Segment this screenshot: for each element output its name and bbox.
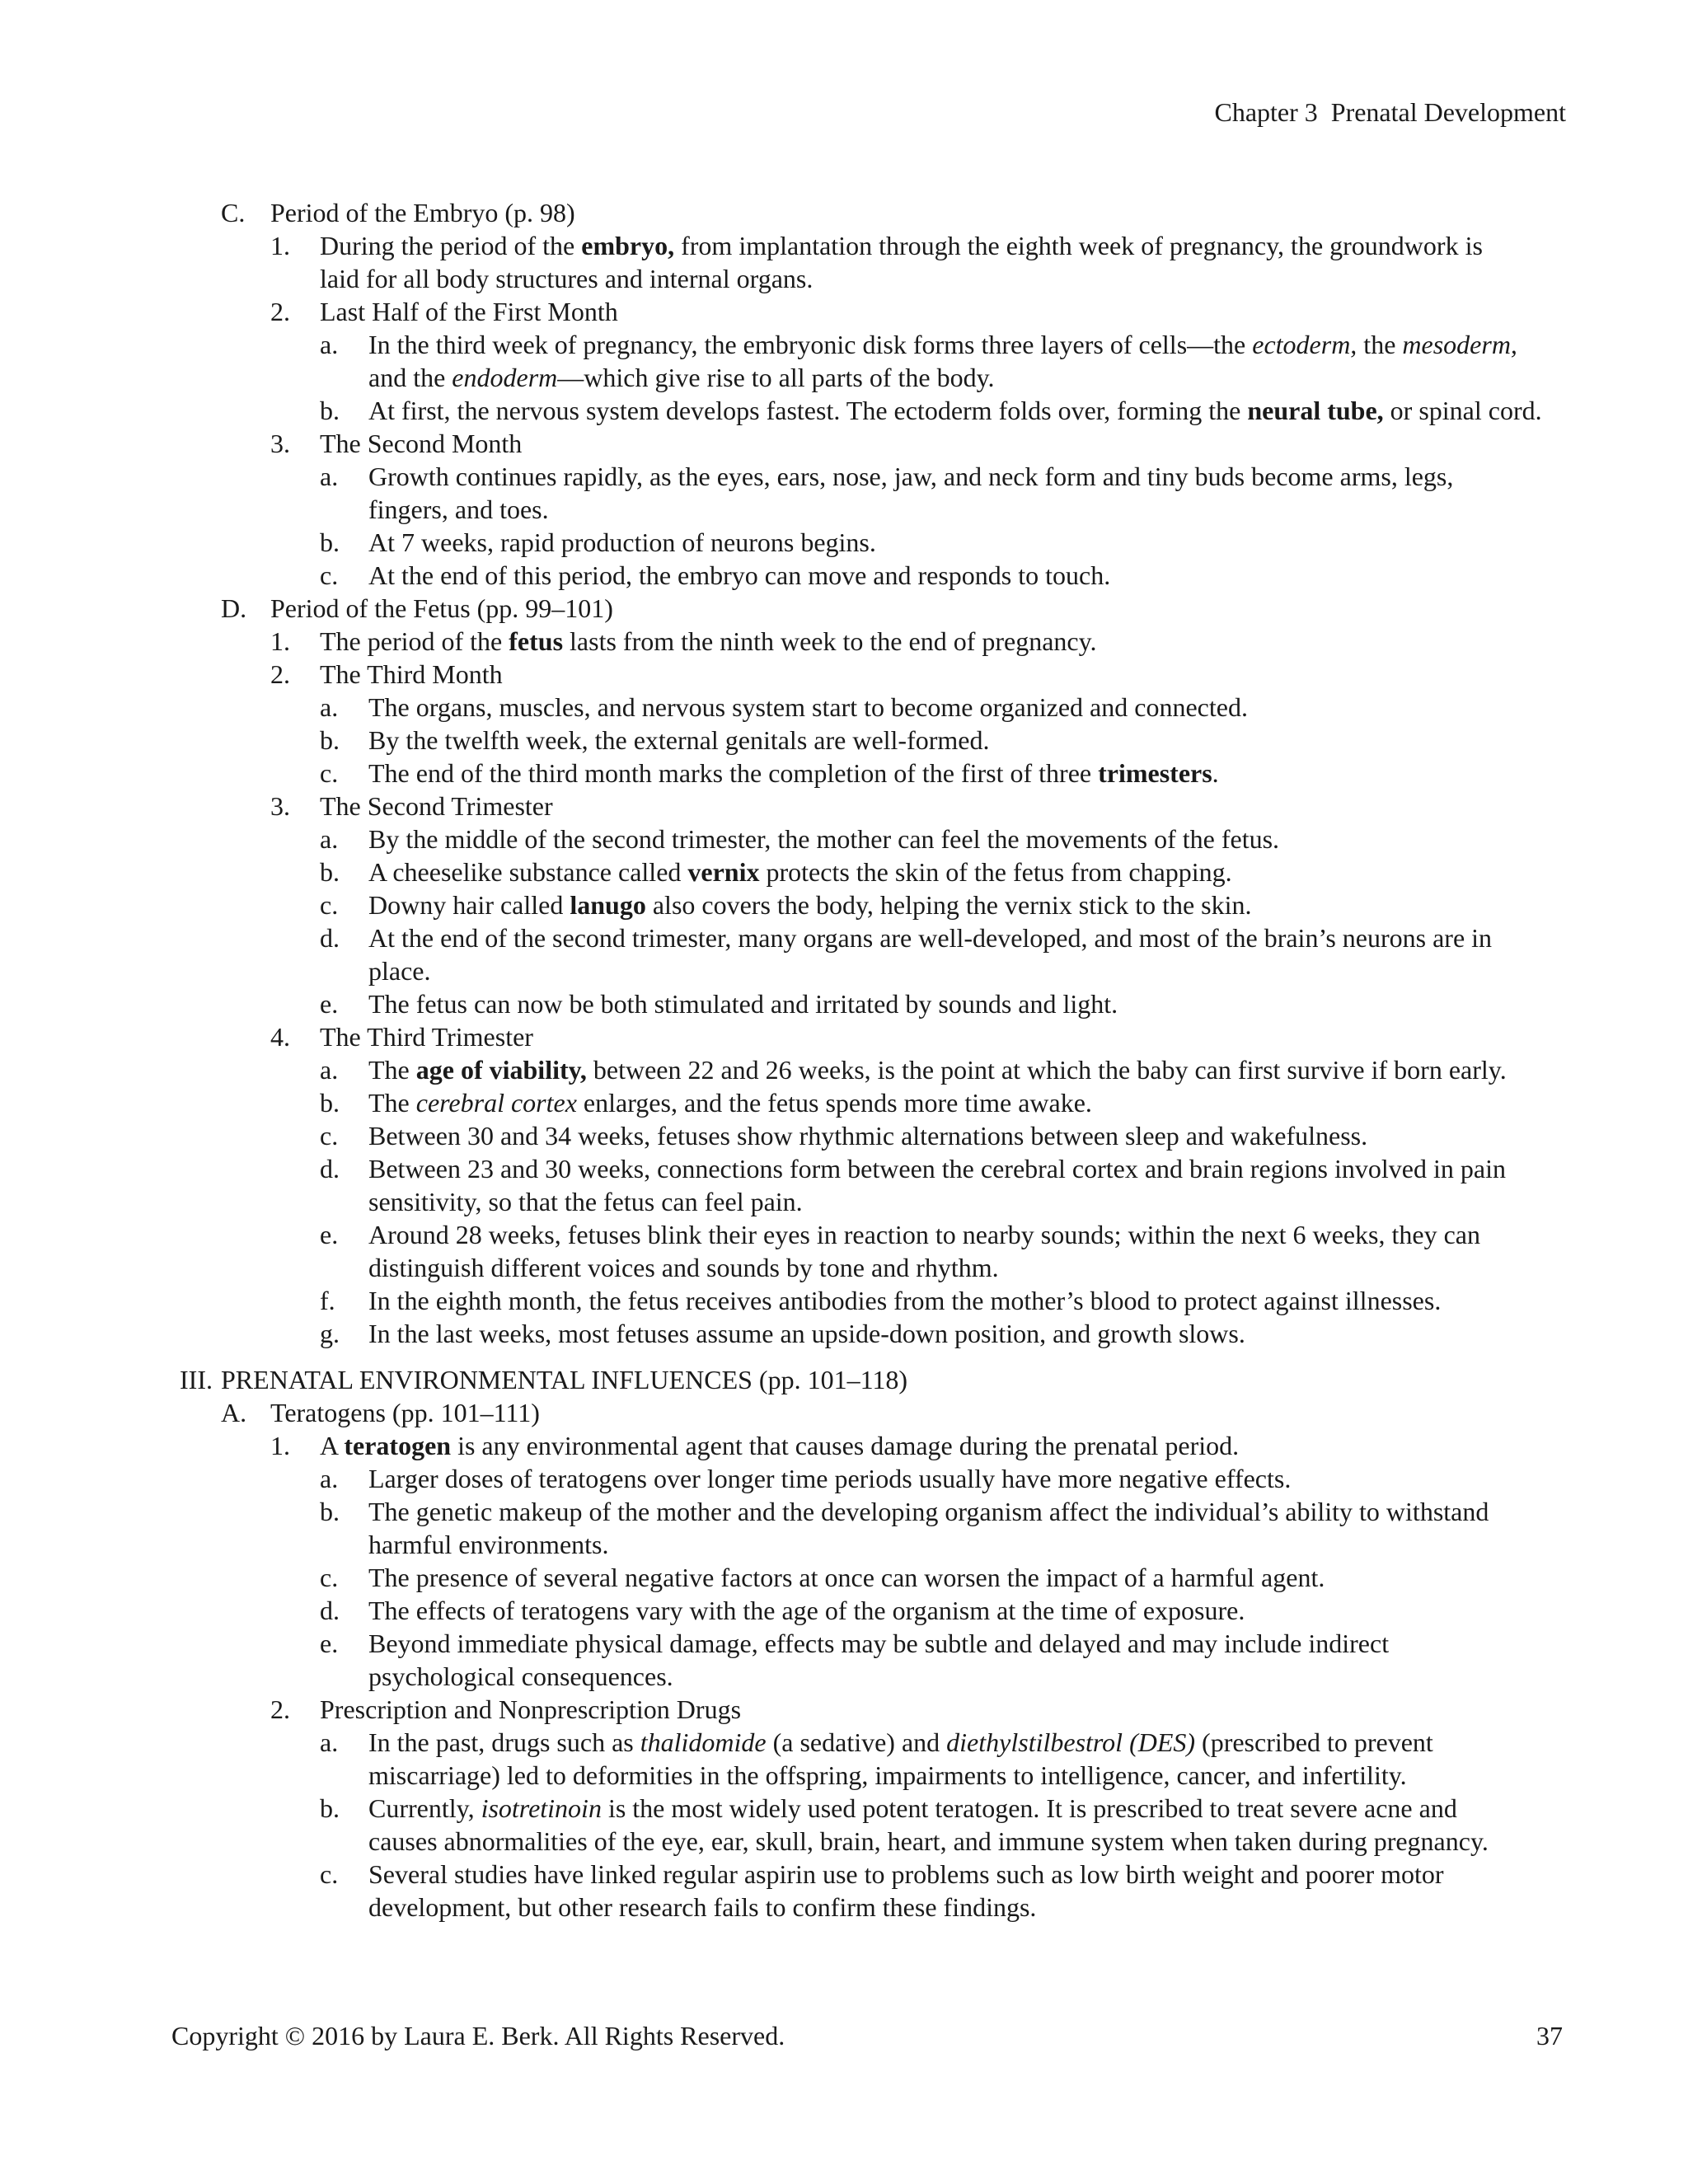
text-run: By the twelfth week, the external genitals are well-formed. xyxy=(368,725,990,755)
italic-term: mesoderm, xyxy=(1402,330,1517,359)
outline-item xyxy=(0,1561,1688,1594)
outline-item xyxy=(0,855,1688,888)
outline-item xyxy=(0,1495,1688,1528)
text-run: The xyxy=(368,1088,416,1118)
text-run: (a sedative) and xyxy=(766,1727,947,1757)
outline-item xyxy=(0,1086,1688,1119)
outline-item-continuation xyxy=(0,1251,1688,1284)
outline-text xyxy=(320,229,1483,262)
outline-text xyxy=(368,460,1453,493)
outline-item xyxy=(0,724,1688,757)
outline-label: c. xyxy=(320,1121,339,1151)
outline-label: b. xyxy=(320,1497,340,1526)
outline-text xyxy=(368,1284,1441,1317)
text-run: In the eighth month, the fetus receives antibodies from the mother’s blood to protect against illnesses. xyxy=(368,1286,1442,1315)
text-run: The effects of teratogens vary with the age of the organism at the time of exposure. xyxy=(368,1596,1245,1625)
outline-text xyxy=(368,1858,1444,1891)
text-run: Teratogens (pp. 101–111) xyxy=(270,1398,540,1427)
outline-text xyxy=(320,262,813,295)
italic-term: ectoderm, xyxy=(1252,330,1357,359)
text-run: Period of the Fetus (pp. 99–101) xyxy=(270,593,613,623)
outline-item xyxy=(0,1693,1688,1726)
outline-label: c. xyxy=(320,890,339,920)
key-term: neural tube, xyxy=(1247,396,1384,425)
outline-item-continuation xyxy=(0,493,1688,526)
outline-text xyxy=(368,1317,1245,1350)
outline-item xyxy=(0,921,1688,954)
outline-label: f. xyxy=(320,1286,335,1315)
outline-label: d. xyxy=(320,1596,340,1625)
outline-text xyxy=(320,427,522,460)
text-run: distinguish different voices and sounds by tone and rhythm. xyxy=(368,1253,999,1282)
outline-item xyxy=(0,1726,1688,1759)
chapter-number: Chapter 3 xyxy=(1214,97,1318,127)
outline-text xyxy=(368,757,1219,790)
outline-label: a. xyxy=(320,462,339,491)
outline-text xyxy=(270,592,613,625)
outline-text xyxy=(368,1119,1367,1152)
outline-text xyxy=(368,1792,1457,1825)
outline-label: b. xyxy=(320,857,340,887)
outline-text xyxy=(368,526,876,559)
outline-label: d. xyxy=(320,923,340,953)
outline-text xyxy=(320,1020,533,1053)
outline-label: g. xyxy=(320,1319,340,1348)
outline-label: c. xyxy=(320,758,339,788)
italic-term: isotretinoin xyxy=(481,1793,602,1823)
outline-text xyxy=(368,1726,1433,1759)
outline-item xyxy=(0,1363,1688,1396)
outline-text xyxy=(368,1251,999,1284)
text-run: By the middle of the second trimester, the mother can feel the movements of the fetus. xyxy=(368,824,1280,854)
italic-term: thalidomide xyxy=(640,1727,767,1757)
text-run: At first, the nervous system develops fastest. The ectoderm folds over, forming the xyxy=(368,396,1248,425)
text-run: In the third week of pregnancy, the embryonic disk forms three layers of cells—the xyxy=(368,330,1253,359)
outline-text xyxy=(221,1363,907,1396)
outline-text xyxy=(368,493,549,526)
outline-text xyxy=(368,1185,803,1218)
text-run: Several studies have linked regular aspirin use to problems such as low birth weight and poorer motor xyxy=(368,1859,1444,1889)
outline-label: 1. xyxy=(270,626,290,656)
text-run: from implantation through the eighth week of pregnancy, the groundwork is xyxy=(674,231,1483,260)
outline-label: c. xyxy=(320,1859,339,1889)
outline-text xyxy=(270,196,575,229)
outline-item-continuation xyxy=(0,1825,1688,1858)
outline-label: b. xyxy=(320,1793,340,1823)
text-run: also covers the body, helping the vernix stick to the skin. xyxy=(645,890,1252,920)
outline-label: A. xyxy=(221,1398,247,1427)
outline-text xyxy=(368,361,995,394)
outline-text xyxy=(320,1429,1239,1462)
outline-text xyxy=(320,790,553,823)
outline-item xyxy=(0,328,1688,361)
text-run: —which give rise to all parts of the body. xyxy=(557,363,995,392)
text-run: miscarriage) led to deformities in the offspring, impairments to intelligence, cancer, and infertility. xyxy=(368,1760,1407,1790)
outline-label: c. xyxy=(320,1563,339,1592)
text-run: At 7 weeks, rapid production of neurons begins. xyxy=(368,527,876,557)
key-term: vernix xyxy=(687,857,760,887)
text-run: sensitivity, so that the fetus can feel pain. xyxy=(368,1187,803,1216)
outline-text xyxy=(368,559,1110,592)
chapter-title: Prenatal Development xyxy=(1330,97,1566,127)
outline-item-continuation xyxy=(0,1185,1688,1218)
outline-label: 2. xyxy=(270,1694,290,1724)
outline-label: D. xyxy=(221,593,247,623)
outline-label: 3. xyxy=(270,791,290,821)
outline-item xyxy=(0,592,1688,625)
text-run: The Second Month xyxy=(320,429,523,458)
outline-text xyxy=(368,1462,1291,1495)
text-run: At the end of this period, the embryo can move and responds to touch. xyxy=(368,560,1111,590)
outline-label: 3. xyxy=(270,429,290,458)
text-run: and the xyxy=(368,363,452,392)
text-run: is the most widely used potent teratogen. It is prescribed to treat severe acne and xyxy=(601,1793,1457,1823)
text-run: The end of the third month marks the completion of the first of three xyxy=(368,758,1099,788)
outline-label: e. xyxy=(320,1629,339,1658)
outline-text xyxy=(368,1759,1407,1792)
outline-label: b. xyxy=(320,396,340,425)
outline-label: 1. xyxy=(270,231,290,260)
outline-label: a. xyxy=(320,1727,339,1757)
outline-item xyxy=(0,1627,1688,1660)
text-run: the xyxy=(1357,330,1403,359)
outline-text xyxy=(368,888,1252,921)
outline-text xyxy=(320,1693,741,1726)
italic-term: endoderm xyxy=(452,363,558,392)
text-run: lasts from the ninth week to the end of pregnancy. xyxy=(563,626,1097,656)
outline-label: c. xyxy=(320,560,339,590)
outline-text xyxy=(368,1627,1389,1660)
outline-label: a. xyxy=(320,1464,339,1493)
text-run: . xyxy=(1212,758,1219,788)
outline-text xyxy=(368,1660,673,1693)
text-run: The Second Trimester xyxy=(320,791,553,821)
outline-item xyxy=(0,427,1688,460)
italic-term: cerebral cortex xyxy=(415,1088,577,1118)
text-run: In the last weeks, most fetuses assume an upside-down position, and growth slows. xyxy=(368,1319,1245,1348)
text-run: development, but other research fails to confirm these findings. xyxy=(368,1892,1037,1922)
outline-item xyxy=(0,1396,1688,1429)
text-run: fingers, and toes. xyxy=(368,494,549,524)
text-run: The period of the xyxy=(320,626,509,656)
text-run: A xyxy=(320,1431,345,1460)
text-run: The fetus can now be both stimulated and irritated by sounds and light. xyxy=(368,989,1118,1019)
text-run: In the past, drugs such as xyxy=(368,1727,640,1757)
text-run: Between 30 and 34 weeks, fetuses show rhythmic alternations between sleep and wakefulness. xyxy=(368,1121,1368,1151)
outline-item-continuation xyxy=(0,361,1688,394)
outline-item xyxy=(0,888,1688,921)
outline-item xyxy=(0,196,1688,229)
outline-label: b. xyxy=(320,1088,340,1118)
outline-text xyxy=(368,921,1492,954)
text-run: At the end of the second trimester, many organs are well-developed, and most of the brain’s neurons are in xyxy=(368,923,1493,953)
outline-label: 2. xyxy=(270,659,290,689)
outline-text xyxy=(368,724,989,757)
outline-item xyxy=(0,1119,1688,1152)
text-run: Last Half of the First Month xyxy=(320,297,618,326)
key-term: age of viability, xyxy=(415,1055,587,1085)
text-run: Period of the Embryo (p. 98) xyxy=(270,198,575,227)
outline-item xyxy=(0,1284,1688,1317)
italic-term: diethylstilbestrol (DES) xyxy=(946,1727,1196,1757)
outline-item xyxy=(0,987,1688,1020)
outline-item xyxy=(0,460,1688,493)
outline-item xyxy=(0,790,1688,823)
text-run: psychological consequences. xyxy=(368,1661,673,1691)
text-run: Downy hair called xyxy=(368,890,570,920)
text-run: laid for all body structures and internal organs. xyxy=(320,264,814,293)
outline-text xyxy=(368,823,1279,855)
text-run: PRENATAL ENVIRONMENTAL INFLUENCES (pp. 101–118) xyxy=(221,1365,908,1394)
text-run: Currently, xyxy=(368,1793,481,1823)
outline-item xyxy=(0,1792,1688,1825)
outline-item xyxy=(0,1152,1688,1185)
outline-label: e. xyxy=(320,1220,339,1249)
text-run: Around 28 weeks, fetuses blink their eyes in reaction to nearby sounds; within the next 6 weeks, they can xyxy=(368,1220,1480,1249)
outline-item xyxy=(0,658,1688,691)
outline-item xyxy=(0,1020,1688,1053)
outline-text xyxy=(368,855,1232,888)
outline-text xyxy=(368,954,431,987)
outline-text xyxy=(368,1218,1480,1251)
outline-text xyxy=(368,1561,1325,1594)
outline-text xyxy=(368,1495,1489,1528)
text-run: A cheeselike substance called xyxy=(368,857,688,887)
outline-label: b. xyxy=(320,527,340,557)
outline-label: C. xyxy=(221,198,246,227)
text-run: The Third Month xyxy=(320,659,503,689)
outline-item xyxy=(0,526,1688,559)
outline-text xyxy=(368,1528,608,1561)
outline-label: a. xyxy=(320,330,339,359)
outline-text xyxy=(368,1594,1245,1627)
outline-text xyxy=(270,1396,540,1429)
text-run: enlarges, and the fetus spends more time awake. xyxy=(576,1088,1092,1118)
outline-item xyxy=(0,757,1688,790)
key-term: lanugo xyxy=(570,890,646,920)
outline-item-continuation xyxy=(0,1528,1688,1561)
text-run: is any environmental agent that causes damage during the prenatal period. xyxy=(451,1431,1240,1460)
outline-text xyxy=(320,295,618,328)
text-run: between 22 and 26 weeks, is the point at which the baby can first survive if born early. xyxy=(586,1055,1507,1085)
outline-item xyxy=(0,1053,1688,1086)
key-term: teratogen xyxy=(344,1431,452,1460)
outline-text xyxy=(320,658,503,691)
outline-item-continuation xyxy=(0,1891,1688,1924)
outline-item xyxy=(0,823,1688,855)
text-run: The organs, muscles, and nervous system start to become organized and connected. xyxy=(368,692,1248,722)
key-term: fetus xyxy=(509,626,564,656)
text-run: Beyond immediate physical damage, effects may be subtle and delayed and may include indirect xyxy=(368,1629,1390,1658)
text-run: Prescription and Nonprescription Drugs xyxy=(320,1694,742,1724)
outline-text xyxy=(368,691,1248,724)
outline-item-continuation xyxy=(0,1759,1688,1792)
outline-label: e. xyxy=(320,989,339,1019)
text-run: (prescribed to prevent xyxy=(1195,1727,1433,1757)
outline-text xyxy=(368,987,1118,1020)
outline-item xyxy=(0,295,1688,328)
outline-item-continuation xyxy=(0,954,1688,987)
outline-label: d. xyxy=(320,1154,340,1183)
outline-text xyxy=(368,1152,1506,1185)
running-header xyxy=(1214,97,1566,128)
text-run: Between 23 and 30 weeks, connections form between the cerebral cortex and brain regions involved in pain xyxy=(368,1154,1506,1183)
outline-label: 2. xyxy=(270,297,290,326)
text-run: During the period of the xyxy=(320,231,582,260)
outline-item xyxy=(0,1462,1688,1495)
key-term: trimesters xyxy=(1098,758,1212,788)
outline-item xyxy=(0,1317,1688,1350)
outline-item xyxy=(0,1858,1688,1891)
outline-item xyxy=(0,1594,1688,1627)
outline-label: a. xyxy=(320,692,339,722)
outline-text xyxy=(320,625,1097,658)
outline-item-continuation xyxy=(0,262,1688,295)
outline-label: b. xyxy=(320,725,340,755)
outline-label: III. xyxy=(180,1365,213,1394)
outline-text xyxy=(368,328,1517,361)
text-run: causes abnormalities of the eye, ear, skull, brain, heart, and immune system when taken during pregnancy. xyxy=(368,1826,1489,1856)
text-run: harmful environments. xyxy=(368,1530,609,1559)
outline-item xyxy=(0,229,1688,262)
outline-text xyxy=(368,1086,1092,1119)
outline-item xyxy=(0,625,1688,658)
text-run: protects the skin of the fetus from chapping. xyxy=(759,857,1232,887)
text-run: The xyxy=(368,1055,416,1085)
outline-item-continuation xyxy=(0,1660,1688,1693)
outline-item xyxy=(0,1429,1688,1462)
outline-text xyxy=(368,394,1542,427)
outline-text xyxy=(368,1825,1489,1858)
outline-text xyxy=(368,1053,1507,1086)
outline-item xyxy=(0,1218,1688,1251)
text-run: The genetic makeup of the mother and the developing organism affect the individual’s ability to withstand xyxy=(368,1497,1489,1526)
text-run: Growth continues rapidly, as the eyes, ears, nose, jaw, and neck form and tiny buds become arms, legs, xyxy=(368,462,1454,491)
outline-item xyxy=(0,559,1688,592)
text-run: or spinal cord. xyxy=(1383,396,1542,425)
copyright-notice: Copyright © 2016 by Laura E. Berk. All Rights Reserved. xyxy=(171,2021,785,2050)
page-number: 37 xyxy=(1536,2021,1563,2050)
outline-text xyxy=(368,1891,1036,1924)
text-run: The Third Trimester xyxy=(320,1022,533,1052)
key-term: embryo, xyxy=(581,231,675,260)
outline-body xyxy=(0,196,1688,1924)
outline-label: 4. xyxy=(270,1022,290,1052)
text-run: The presence of several negative factors at once can worsen the impact of a harmful agent. xyxy=(368,1563,1325,1592)
outline-label: a. xyxy=(320,1055,339,1085)
outline-label: a. xyxy=(320,824,339,854)
outline-item xyxy=(0,394,1688,427)
outline-item xyxy=(0,691,1688,724)
text-run: Larger doses of teratogens over longer time periods usually have more negative effects. xyxy=(368,1464,1292,1493)
text-run: place. xyxy=(368,956,431,986)
outline-label: 1. xyxy=(270,1431,290,1460)
